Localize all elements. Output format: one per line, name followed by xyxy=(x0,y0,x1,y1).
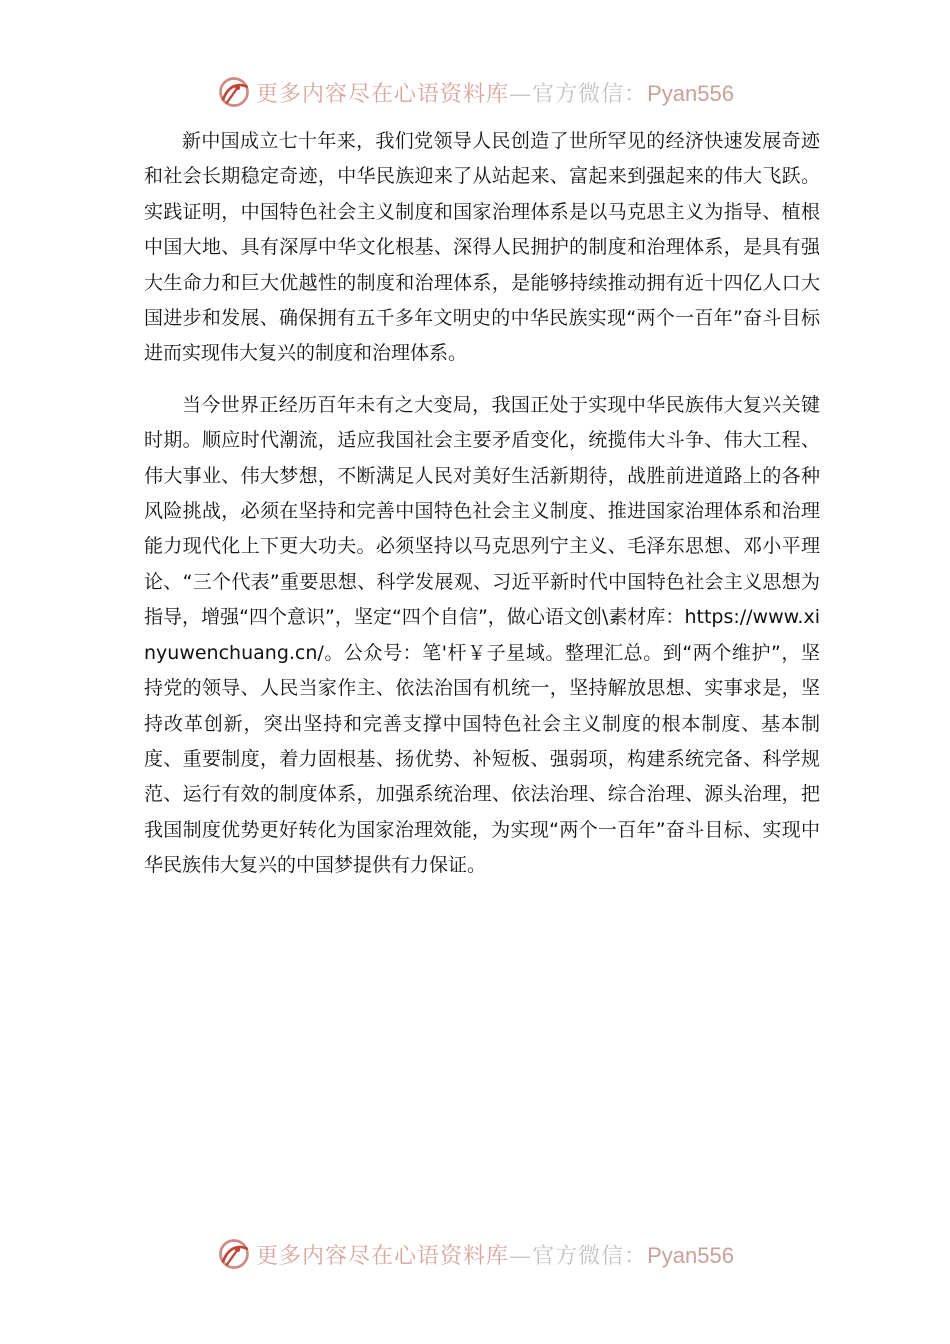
logo-icon xyxy=(216,1236,252,1272)
header-wechat-label: 官方微信： xyxy=(532,81,648,107)
header-text xyxy=(256,77,734,108)
document-body xyxy=(144,124,820,884)
footer-banner xyxy=(0,1232,950,1276)
paragraph-1: 新中国成立七十年来，我们党领导人民创造了世所罕见的经济快速发展奇迹和社会长期稳定奇迹，中华民族迎来了从站起来、富起来到强起来的伟大飞跃。实践证明，中国特色社会主义制度和国家治理体系是以马克思主义为指导、植根中国大地、具有深厚中华文化根基、深得人民拥护的制度和治理体系，是具有强大生命力和巨大优越性的制度和治理体系，是能够持续推动拥有近十四亿人口大国进步和发展、确保拥有五千多年文明史的中华民族实现“两个一百年”奋斗目标进而实现伟大复兴的制度和治理体系。 xyxy=(144,130,820,365)
paragraph-2: 当今世界正经历百年未有之大变局，我国正处于实现中华民族伟大复兴关键时期。顺应时代潮流，适应我国社会主要矛盾变化，统揽伟大斗争、伟大工程、伟大事业、伟大梦想，不断满足人民对美好生活新期待，战胜前进道路上的各种风险挑战，必须在坚持和完善中国特色社会主义制度、推进国家治理体系和治理能力现代化上下更大功夫。必须坚持以马克思列宁主义、毛泽东思想、邓小平理论、“三个代表”重要思想、科学发展观、习近平新时代中国特色社会主义思想为指导，增强“四个意识”，坚定“四个自信”，做心语文创\素材库：https://www.xinyuwenchuang.cn/。公众号：笔'杆￥子星域。整理汇总。到“两个维护”，坚持党的领导、人民当家作主、依法治国有机统一，坚持解放思想、实事求是，坚持改革创新，突出坚持和完善支撑中国特色社会主义制度的根本制度、基本制度、重要制度，着力固根基、扬优势、补短板、强弱项，构建系统完备、科学规范、运行有效的制度体系，加强系统治理、依法治理、综合治理、源头治理，把我国制度优势更好转化为国家治理效能，为实现“两个一百年”奋斗目标、实现中华民族伟大复兴的中国梦提供有力保证。 xyxy=(144,393,820,877)
header-banner xyxy=(0,70,950,114)
footer-dash: — xyxy=(509,1243,533,1269)
header-dash: — xyxy=(509,81,533,107)
footer-wechat-label: 官方微信： xyxy=(532,1243,648,1269)
logo-icon xyxy=(216,74,252,110)
footer-line: 更多内容尽在心语资料库 xyxy=(256,1243,510,1269)
footer-wechat-id: Pyan556 xyxy=(647,1242,734,1268)
header-wechat-id: Pyan556 xyxy=(647,80,734,106)
header-line: 更多内容尽在心语资料库 xyxy=(256,81,510,107)
footer-text xyxy=(256,1239,734,1270)
